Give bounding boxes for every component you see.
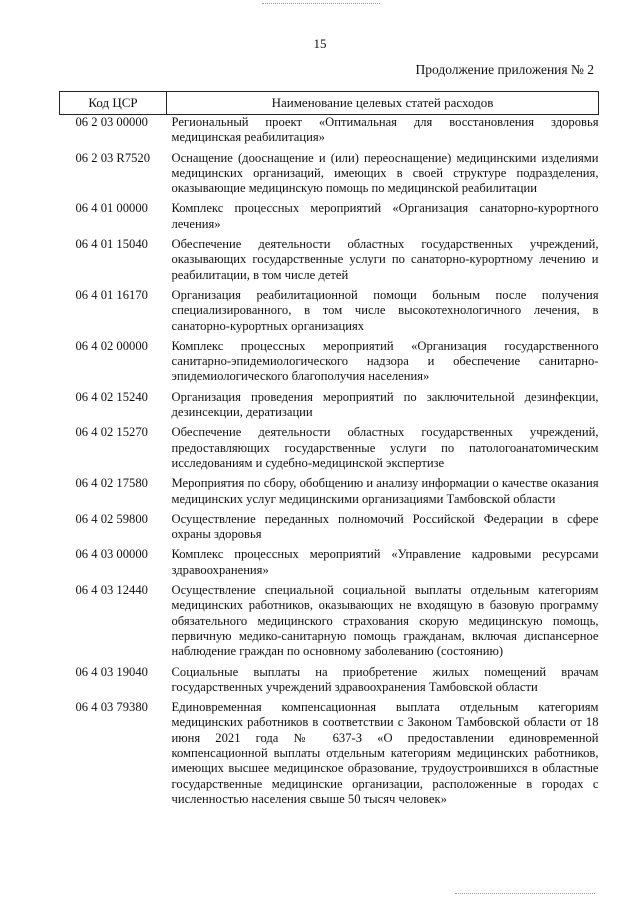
- target-item-name: Комплекс процессных мероприятий «Организация санаторно-курортного лечения»: [171, 201, 599, 231]
- table-row: [60, 425, 599, 476]
- scan-artifact-top: [262, 3, 380, 5]
- target-item-code: 06 2 03 R7520: [75, 150, 151, 165]
- table-row: [60, 151, 599, 202]
- scan-artifact-bottom: [455, 893, 595, 895]
- target-item-name: Комплекс процессных мероприятий «Управление кадровыми ресурсами здравоохранения»: [171, 547, 599, 577]
- target-item-name: Организация проведения мероприятий по заключительной дезинфекции, дезинсекции, дератизации: [171, 389, 599, 420]
- target-item-name: Региональный проект «Оптимальная для восстановления здоровья медицинская реабилитация»: [171, 115, 599, 145]
- table-row: [60, 547, 599, 583]
- target-item-name: Обеспечение деятельности областных государственных учреждений, предоставляющих государственные услуги по патологоанатомическим исследованиям и судебно-медицинской экспертизе: [171, 425, 599, 470]
- target-item-name: Организация реабилитационной помощи больным после получения специализированного, в том числе высокотехнологичного лечения, в санаторно-курортных организациях: [171, 287, 599, 333]
- target-item-code: 06 4 01 15040: [75, 237, 148, 252]
- table-row: [60, 201, 599, 237]
- table-row: [60, 665, 599, 701]
- target-item-code: 06 2 03 00000: [75, 115, 148, 129]
- target-item-code: 06 4 03 00000: [75, 547, 148, 562]
- appendix-continuation-label: Продолжение приложения № 2: [415, 62, 594, 77]
- target-item-code: 06 4 02 15270: [75, 425, 148, 440]
- target-item-code: 06 4 03 12440: [75, 583, 148, 598]
- target-item-name: Мероприятия по сбору, обобщению и анализу информации о качестве оказания медицинских услуг медицинскими организациями Тамбовской области: [171, 476, 599, 506]
- column-header-name: Наименование целевых статей расходов: [167, 92, 599, 115]
- target-item-name: Оснащение (дооснащение и (или) переоснащение) медицинскими изделиями медицинских организаций, имеющих в своей структуре подразделения, оказывающие медицинскую помощь по медицинской реабилитации: [171, 150, 599, 196]
- table-row: [60, 339, 599, 390]
- target-item-code: 06 4 01 00000: [75, 201, 148, 216]
- budget-items-table: [59, 91, 599, 812]
- target-item-code: 06 4 02 59800: [75, 511, 148, 526]
- target-item-code: 06 4 02 00000: [75, 338, 148, 353]
- table-header-row: [60, 92, 599, 115]
- target-item-name: Социальные выплаты на приобретение жилых помещений врачам государственных учреждений здравоохранения Тамбовской области: [171, 664, 599, 694]
- column-header-code: Код ЦСР: [60, 92, 167, 115]
- table-row: [60, 700, 599, 812]
- table-row: [60, 237, 599, 288]
- table-body: [60, 115, 599, 813]
- target-item-name: Осуществление специальной социальной выплаты отдельным категориям медицинских работников, оказывающих не входящую в базовую программу обязательного медицинского страхования скорую медицинскую помощь, первичную медико-санитарную помощь гражданам, включая диспансерное наблюдение граждан по основному заболеванию (состоянию): [171, 583, 599, 659]
- table-row: [60, 512, 599, 548]
- table-row: [60, 288, 599, 339]
- table-row: [60, 583, 599, 664]
- table-row: [60, 476, 599, 512]
- target-item-code: 06 4 02 15240: [75, 389, 148, 404]
- page-number: 15: [313, 36, 327, 51]
- target-item-name: Комплекс процессных мероприятий «Организация государственного санитарно-эпидемиологического надзора и обеспечение санитарно-эпидемиологического благополучия населения»: [171, 338, 599, 384]
- table-row: [60, 390, 599, 426]
- target-item-code: 06 4 03 19040: [75, 664, 148, 679]
- target-item-code: 06 4 03 79380: [75, 700, 148, 715]
- target-item-code: 06 4 01 16170: [75, 287, 148, 302]
- target-item-name: Обеспечение деятельности областных государственных учреждений, оказывающих государственные услуги по санаторно-курортному лечению и реабилитации, в том числе детей: [171, 237, 599, 282]
- table-row: [60, 115, 599, 151]
- target-item-name: Осуществление переданных полномочий Российской Федерации в сфере охраны здоровья: [171, 511, 599, 542]
- target-item-name: Единовременная компенсационная выплата отдельным категориям медицинских работников в соответствии с Законом Тамбовской области от 18 июня 2021 года № 637-З «О предоставлении единовременной компенсационной выплаты отдельным категориям медицинских работников, имеющих высшее медицинское образование, трудоустроившихся в областные государственные медицинские организации, расположенные в городах с численностью населения свыше 50 тысяч человек»: [171, 700, 599, 806]
- target-item-code: 06 4 02 17580: [75, 476, 148, 491]
